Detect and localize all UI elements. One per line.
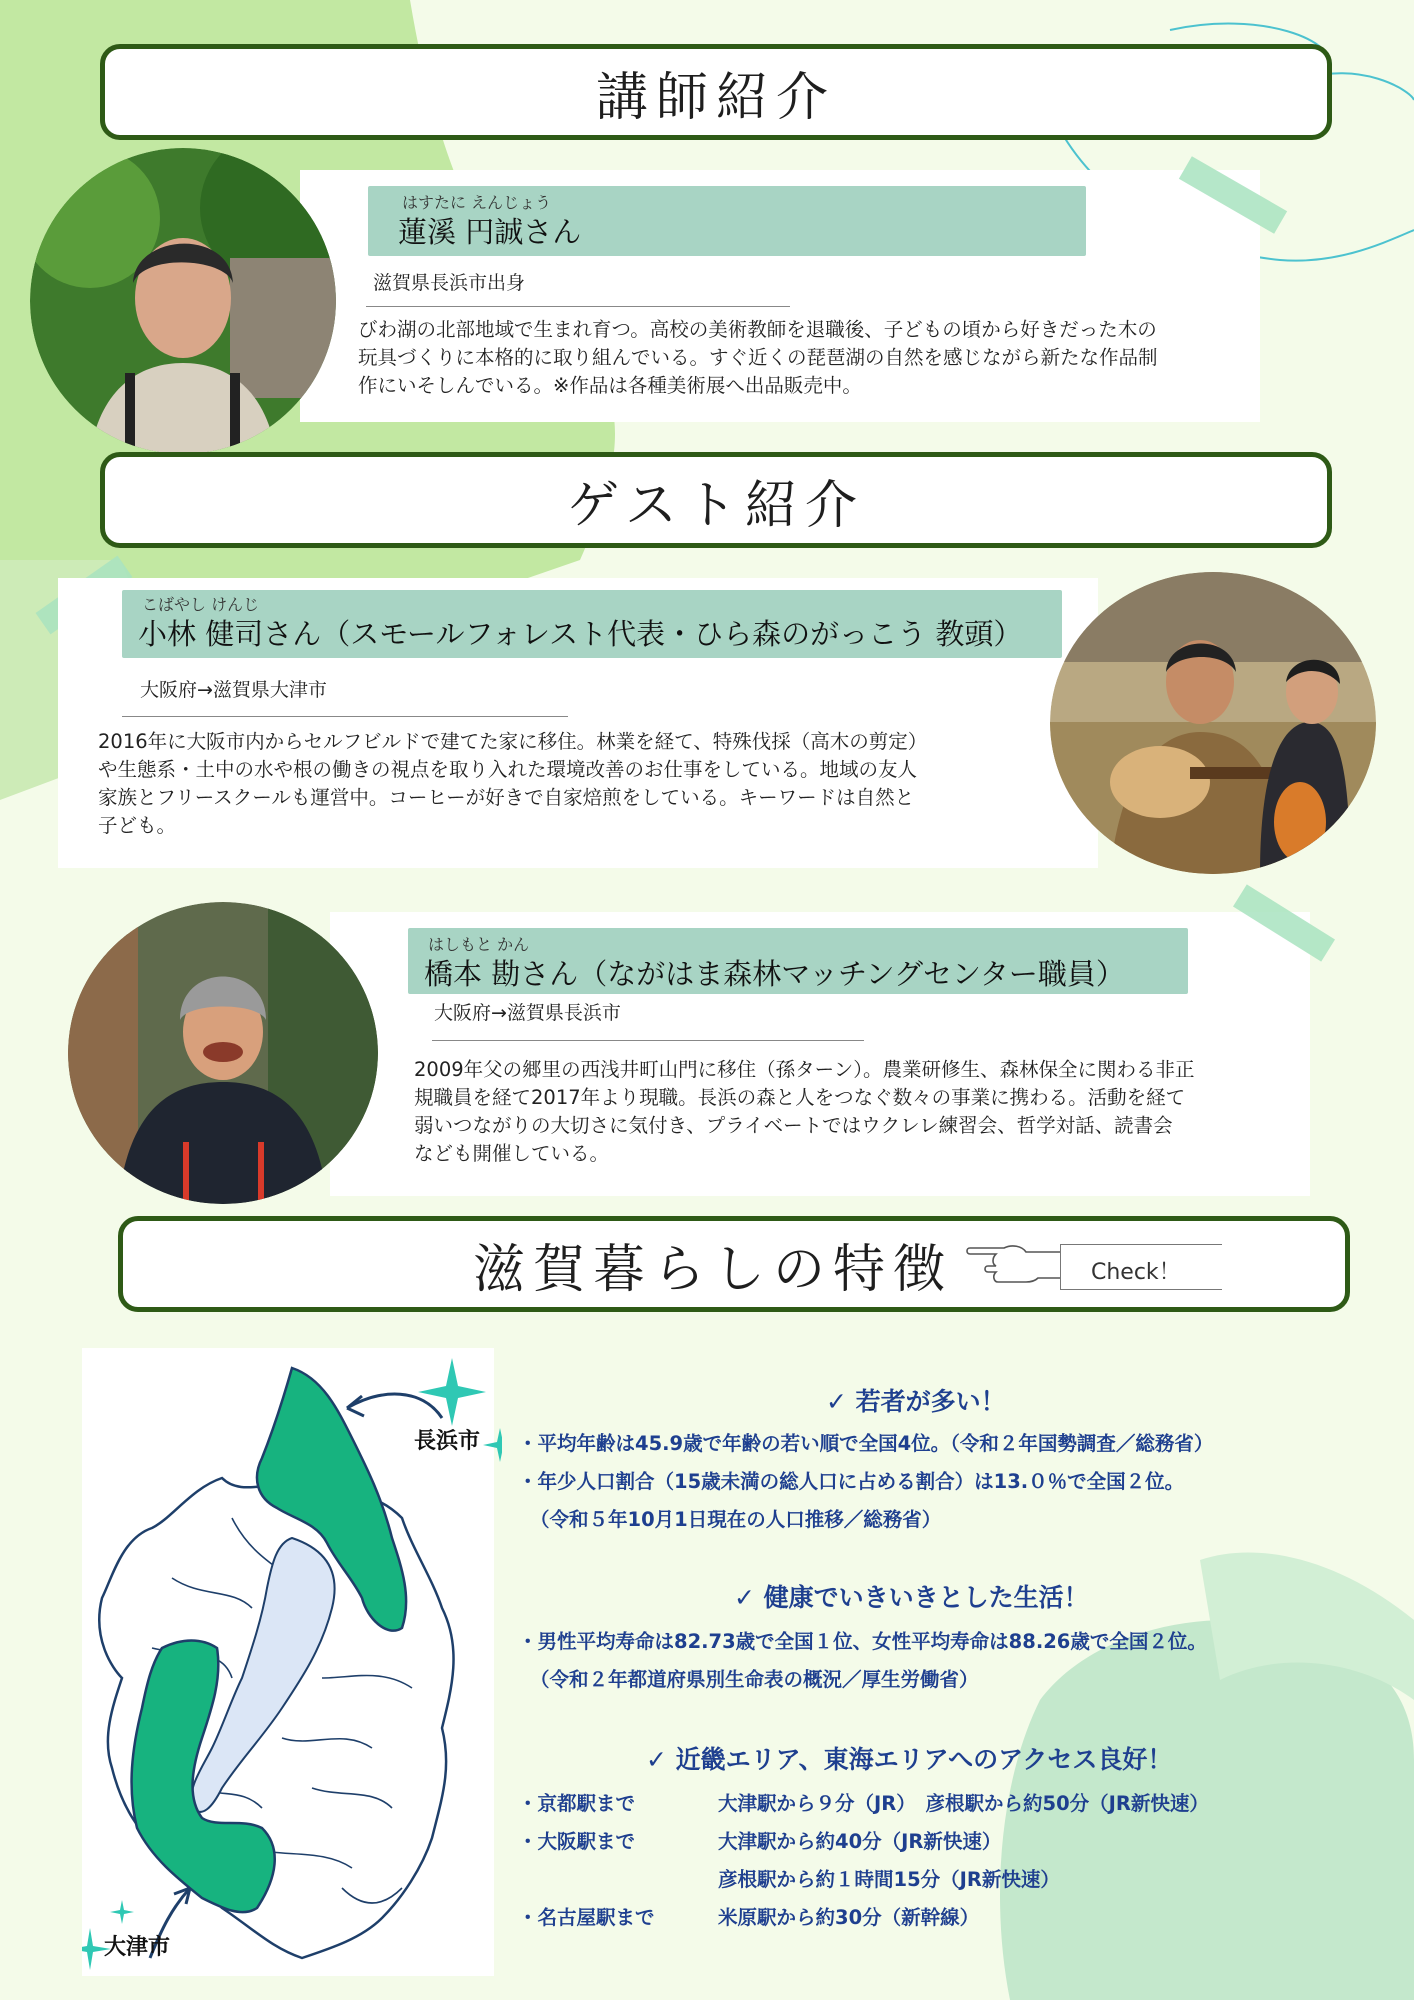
guest1-bio xyxy=(98,728,1018,840)
feature-young-heading: ✓ 若者が多い！ xyxy=(826,1387,1006,1416)
bio-line: 子ども。 xyxy=(98,814,177,837)
bio-line: 玩具づくりに本格的に取り組んでいる。すぐ近くの琵琶湖の自然を感じながら新たな作品制 xyxy=(358,346,1158,369)
guest2-name-ruby: はしもと かん xyxy=(428,935,530,954)
bio-line: 2009年父の郷里の西浅井町山門に移住（孫ターン）。農業研修生、森林保全に関わる非正 xyxy=(414,1058,1195,1081)
bio-line: 作にいそしんでいる。※作品は各種美術展へ出品販売中。 xyxy=(358,374,862,397)
guest2-origin: 大阪府→滋賀県長浜市 xyxy=(434,1002,621,1024)
check-tag xyxy=(1060,1244,1222,1290)
map-label-otsu: 大津市 xyxy=(104,1935,171,1960)
instructor-divider xyxy=(366,306,790,307)
guest1-divider xyxy=(122,716,568,717)
guest1-origin: 大阪府→滋賀県大津市 xyxy=(140,679,327,701)
guest-section-title-text: ゲスト紹介 xyxy=(567,475,865,536)
check-tag-label: Check！ xyxy=(1091,1260,1181,1285)
feature-line: （令和５年10月1日現在の人口推移／総務省） xyxy=(530,1508,942,1531)
instructor-origin: 滋賀県長浜市出身 xyxy=(373,272,526,294)
guest2-divider xyxy=(432,1040,864,1041)
bio-line: や生態系・土中の水や根の働きの視点を取り入れた環境改善のお仕事をしている。地域の友人 xyxy=(98,758,918,781)
guest-section-title xyxy=(100,452,1332,548)
bio-line: 規職員を経て2017年より現職。長浜の森と人をつなぐ数々の事業に携わる。活動を経て xyxy=(414,1086,1186,1109)
instructor-photo xyxy=(30,148,336,454)
pointing-hand-icon xyxy=(966,1240,1062,1292)
access-route: 大津駅から約40分（JR新快速） xyxy=(718,1830,1002,1853)
access-destination: ・大阪駅まで xyxy=(518,1830,636,1853)
bio-line: 2016年に大阪市内からセルフビルドで建てた家に移住。林業を経て、特殊伐採（高木の剪定） xyxy=(98,730,928,753)
guest1-photo xyxy=(1050,572,1376,874)
bio-line: なども開催している。 xyxy=(414,1142,610,1165)
guest2-bio xyxy=(414,1056,1294,1168)
map-label-nagahama: 長浜市 xyxy=(414,1429,481,1454)
feature-line: ・平均年齢は45.9歳で年齢の若い順で全国4位。（令和２年国勢調査／総務省） xyxy=(518,1432,1214,1455)
feature-line: （令和２年都道府県別生命表の概況／厚生労働省） xyxy=(530,1668,979,1691)
guest2-name: 橋本 勘さん（ながはま森林マッチングセンター職員） xyxy=(424,957,1125,991)
feature-line: ・年少人口割合（15歳未満の総人口に占める割合）は13.０％で全国２位。 xyxy=(518,1470,1185,1493)
instructor-section-title-text: 講師紹介 xyxy=(595,67,836,128)
feature-health-heading: ✓ 健康でいきいきとした生活！ xyxy=(734,1583,1089,1612)
access-route: 米原駅から約30分（新幹線） xyxy=(718,1906,980,1929)
access-destination: ・名古屋駅まで xyxy=(518,1906,655,1929)
bio-line: 家族とフリースクールも運営中。コーヒーが好きで自家焙煎をしている。キーワードは自然と xyxy=(98,786,915,809)
instructor-bio xyxy=(358,316,1258,400)
bio-line: びわ湖の北部地域で生まれ育つ。高校の美術教師を退職後、子どもの頃から好きだった木の xyxy=(358,318,1157,341)
instructor-section-title xyxy=(100,44,1332,140)
instructor-name: 蓮溪 円誠さん xyxy=(398,215,582,249)
bio-line: 弱いつながりの大切さに気付き、プライベートではウクレレ練習会、哲学対話、読書会 xyxy=(414,1114,1173,1137)
instructor-name-ruby: はすたに えんじょう xyxy=(402,193,552,212)
access-route: 彦根駅から約１時間15分（JR新快速） xyxy=(718,1868,1060,1891)
guest2-photo xyxy=(68,902,378,1204)
guest1-name: 小林 健司さん（スモールフォレスト代表・ひら森のがっこう 教頭） xyxy=(138,617,1023,651)
access-destination: ・京都駅まで xyxy=(518,1792,636,1815)
features-section-title-text: 滋賀暮らしの特徴 xyxy=(473,1239,954,1300)
guest1-name-ruby: こばやし けんじ xyxy=(142,595,260,614)
access-route: 大津駅から９分（JR） 彦根駅から約50分（JR新快速） xyxy=(718,1792,1209,1815)
feature-line: ・男性平均寿命は82.73歳で全国１位、女性平均寿命は88.26歳で全国２位。 xyxy=(518,1630,1207,1653)
feature-access-heading: ✓ 近畿エリア、東海エリアへのアクセス良好！ xyxy=(646,1745,1173,1774)
